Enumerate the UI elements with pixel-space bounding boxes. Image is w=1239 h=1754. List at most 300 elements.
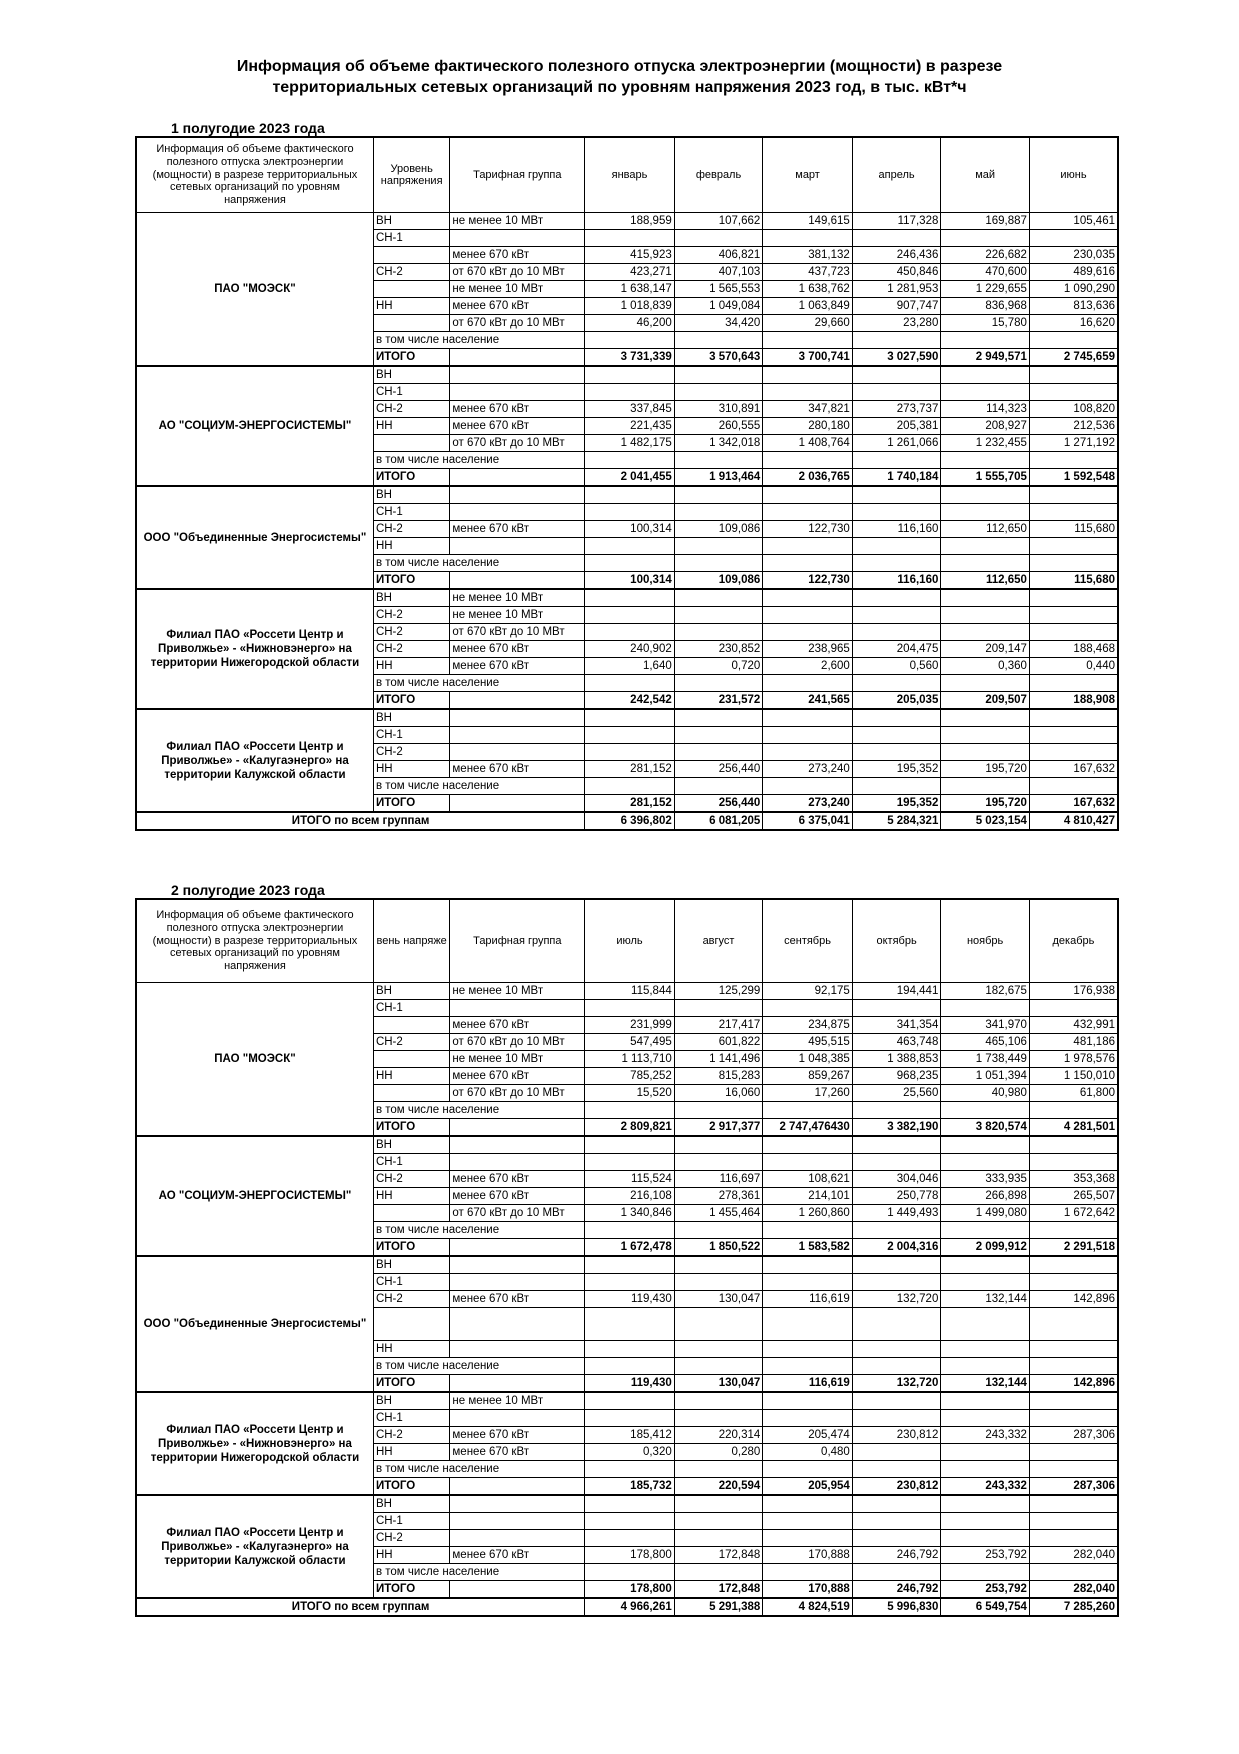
value-cell: 489,616: [1029, 264, 1118, 281]
value-cell: [763, 1461, 853, 1478]
tariff-group: не менее 10 МВт: [450, 1051, 585, 1068]
value-cell: 112,650: [941, 521, 1030, 538]
value-cell: [852, 709, 941, 727]
total-label: ИТОГО: [373, 572, 449, 590]
value-cell: [763, 1513, 853, 1530]
voltage-level: НН: [373, 761, 449, 778]
value-cell: [941, 1392, 1030, 1410]
value-cell: 968,235: [852, 1068, 941, 1085]
value-cell: [852, 366, 941, 384]
empty-cell: [450, 692, 585, 710]
value-cell: 178,800: [585, 1547, 675, 1564]
value-cell: [674, 709, 763, 727]
value-cell: 437,723: [763, 264, 853, 281]
value-cell: 246,792: [852, 1547, 941, 1564]
voltage-level: [373, 435, 449, 452]
value-cell: [1029, 607, 1118, 624]
organization-name: Филиал ПАО «Россети Центр и Приволжье» - «Калугаэнерго» на территории Калужской области: [136, 709, 373, 812]
value-cell: 109,086: [674, 521, 763, 538]
total-value: 3 820,574: [941, 1119, 1030, 1137]
value-cell: 341,354: [852, 1017, 941, 1034]
total-value: 112,650: [941, 572, 1030, 590]
value-cell: 423,271: [585, 264, 675, 281]
value-cell: [852, 727, 941, 744]
value-cell: [674, 1358, 763, 1375]
value-cell: [674, 486, 763, 504]
month-header: декабрь: [1029, 899, 1118, 983]
value-cell: 266,898: [941, 1188, 1030, 1205]
value-cell: [674, 624, 763, 641]
value-cell: 1 408,764: [763, 435, 853, 452]
total-value: 209,507: [941, 692, 1030, 710]
value-cell: [1029, 1000, 1118, 1017]
voltage-level: НН: [373, 1341, 449, 1358]
value-cell: [941, 1222, 1030, 1239]
voltage-level: [373, 1085, 449, 1102]
value-cell: 1 260,860: [763, 1205, 853, 1222]
value-cell: 194,441: [852, 983, 941, 1000]
voltage-level: СН-1: [373, 727, 449, 744]
value-cell: [941, 778, 1030, 795]
total-value: 1 913,464: [674, 469, 763, 487]
value-cell: [674, 778, 763, 795]
organization-name: ООО "Объединенные Энергосистемы": [136, 1256, 373, 1392]
value-cell: 859,267: [763, 1068, 853, 1085]
total-value: 2 809,821: [585, 1119, 675, 1137]
value-cell: 226,682: [941, 247, 1030, 264]
table-row: [136, 213, 1118, 230]
total-label: ИТОГО: [373, 692, 449, 710]
value-cell: [763, 1392, 853, 1410]
value-cell: [1029, 727, 1118, 744]
value-cell: 212,536: [1029, 418, 1118, 435]
value-cell: [674, 1392, 763, 1410]
value-cell: [852, 1256, 941, 1274]
total-label: ИТОГО: [373, 795, 449, 813]
tariff-group: не менее 10 МВт: [450, 983, 585, 1000]
value-cell: [852, 675, 941, 692]
value-cell: 406,821: [674, 247, 763, 264]
value-cell: 92,175: [763, 983, 853, 1000]
voltage-column-header: Уровень напряжения: [373, 137, 449, 213]
month-header: сентябрь: [763, 899, 853, 983]
value-cell: [1029, 709, 1118, 727]
value-cell: [674, 1530, 763, 1547]
value-cell: 1 342,018: [674, 435, 763, 452]
voltage-level: СН-2: [373, 1291, 449, 1308]
value-cell: [763, 332, 853, 349]
org-column-header: Информация об объеме фактического полезного отпуска электроэнергии (мощности) в разрезе территориальных сетевых организаций по уровням напряжения: [136, 899, 373, 983]
value-cell: [941, 675, 1030, 692]
value-cell: 1 229,655: [941, 281, 1030, 298]
value-cell: [1029, 366, 1118, 384]
value-cell: 1 048,385: [763, 1051, 853, 1068]
value-cell: 115,524: [585, 1171, 675, 1188]
value-cell: [674, 1136, 763, 1154]
value-cell: 256,440: [674, 761, 763, 778]
value-cell: [674, 384, 763, 401]
value-cell: [674, 1513, 763, 1530]
voltage-level: [373, 1051, 449, 1068]
total-value: 195,720: [941, 795, 1030, 813]
value-cell: [852, 538, 941, 555]
value-cell: [585, 727, 675, 744]
value-cell: 130,047: [674, 1291, 763, 1308]
value-cell: 16,060: [674, 1085, 763, 1102]
value-cell: [585, 589, 675, 607]
value-cell: [941, 504, 1030, 521]
month-header: октябрь: [852, 899, 941, 983]
value-cell: [763, 1274, 853, 1291]
month-header: август: [674, 899, 763, 983]
value-cell: 240,902: [585, 641, 675, 658]
value-cell: [674, 744, 763, 761]
value-cell: 34,420: [674, 315, 763, 332]
value-cell: 220,314: [674, 1427, 763, 1444]
total-value: 241,565: [763, 692, 853, 710]
value-cell: [941, 1564, 1030, 1581]
table-row: [136, 983, 1118, 1000]
value-cell: [852, 486, 941, 504]
value-cell: [763, 1564, 853, 1581]
value-cell: [852, 1222, 941, 1239]
value-cell: [763, 1530, 853, 1547]
value-cell: [852, 1341, 941, 1358]
month-header: ноябрь: [941, 899, 1030, 983]
value-cell: 116,619: [763, 1291, 853, 1308]
value-cell: [941, 538, 1030, 555]
value-cell: [585, 1461, 675, 1478]
value-cell: [852, 1444, 941, 1461]
value-cell: 0,480: [763, 1444, 853, 1461]
voltage-level: в том числе население: [373, 675, 449, 692]
value-cell: [852, 1564, 941, 1581]
title-line-2: территориальных сетевых организаций по уровням напряжения 2023 год, в тыс. кВт*ч: [272, 79, 967, 96]
value-cell: [1029, 589, 1118, 607]
value-cell: [941, 1256, 1030, 1274]
value-cell: 195,352: [852, 761, 941, 778]
value-cell: 273,737: [852, 401, 941, 418]
value-cell: 16,620: [1029, 315, 1118, 332]
table-row: [136, 1392, 1118, 1410]
value-cell: [1029, 1136, 1118, 1154]
empty-cell: [450, 1239, 585, 1257]
grand-total-label: ИТОГО по всем группам: [136, 1598, 585, 1616]
value-cell: [1029, 1358, 1118, 1375]
voltage-level: СН-2: [373, 401, 449, 418]
value-cell: 205,474: [763, 1427, 853, 1444]
tariff-group: [450, 1000, 585, 1017]
empty-cell: [450, 1478, 585, 1496]
value-cell: [674, 1461, 763, 1478]
empty-cell: [450, 572, 585, 590]
value-cell: [585, 607, 675, 624]
value-cell: [852, 1136, 941, 1154]
grand-total-value: 5 996,830: [852, 1598, 941, 1616]
month-header: май: [941, 137, 1030, 213]
value-cell: [585, 1358, 675, 1375]
voltage-level: в том числе население: [373, 555, 449, 572]
value-cell: [852, 1274, 941, 1291]
value-cell: [941, 1444, 1030, 1461]
tariff-group: [450, 1136, 585, 1154]
value-cell: [585, 230, 675, 247]
voltage-level: в том числе население: [373, 1564, 449, 1581]
value-cell: [763, 555, 853, 572]
tariff-group: не менее 10 МВт: [450, 281, 585, 298]
voltage-level: СН-2: [373, 1171, 449, 1188]
tariff-group: менее 670 кВт: [450, 401, 585, 418]
value-cell: 15,520: [585, 1085, 675, 1102]
value-cell: [852, 1000, 941, 1017]
value-cell: [763, 366, 853, 384]
value-cell: 815,283: [674, 1068, 763, 1085]
value-cell: 278,361: [674, 1188, 763, 1205]
total-value: 116,619: [763, 1375, 853, 1393]
value-cell: 169,887: [941, 213, 1030, 230]
value-cell: 260,555: [674, 418, 763, 435]
value-cell: [852, 1358, 941, 1375]
total-value: 130,047: [674, 1375, 763, 1393]
value-cell: [585, 1392, 675, 1410]
value-cell: 29,660: [763, 315, 853, 332]
value-cell: [763, 675, 853, 692]
value-cell: [763, 1136, 853, 1154]
value-cell: 188,468: [1029, 641, 1118, 658]
value-cell: 0,560: [852, 658, 941, 675]
value-cell: 353,368: [1029, 1171, 1118, 1188]
value-cell: [1029, 555, 1118, 572]
value-cell: [585, 778, 675, 795]
value-cell: 1 090,290: [1029, 281, 1118, 298]
total-value: 2 004,316: [852, 1239, 941, 1257]
value-cell: [585, 675, 675, 692]
value-cell: 450,846: [852, 264, 941, 281]
total-label: ИТОГО: [373, 1581, 449, 1599]
tariff-group: [450, 1308, 585, 1341]
value-cell: [674, 504, 763, 521]
value-cell: [852, 607, 941, 624]
voltage-level: НН: [373, 538, 449, 555]
voltage-level: НН: [373, 1068, 449, 1085]
voltage-level: [373, 1017, 449, 1034]
tariff-group: менее 670 кВт: [450, 641, 585, 658]
tariff-group: от 670 кВт до 10 МВт: [450, 264, 585, 281]
empty-cell: [450, 1375, 585, 1393]
voltage-level: НН: [373, 298, 449, 315]
value-cell: [763, 624, 853, 641]
value-cell: 1 482,175: [585, 435, 675, 452]
total-value: 2 747,476430: [763, 1119, 853, 1137]
value-cell: [1029, 538, 1118, 555]
voltage-level: [373, 1308, 449, 1341]
value-cell: [585, 1274, 675, 1291]
value-cell: [674, 230, 763, 247]
tariff-column-header: Тарифная группа: [450, 899, 585, 983]
value-cell: [674, 1564, 763, 1581]
value-cell: 281,152: [585, 761, 675, 778]
total-value: 142,896: [1029, 1375, 1118, 1393]
total-value: 273,240: [763, 795, 853, 813]
value-cell: [585, 709, 675, 727]
value-cell: 1 638,762: [763, 281, 853, 298]
value-cell: [852, 384, 941, 401]
value-cell: [1029, 332, 1118, 349]
value-cell: 117,328: [852, 213, 941, 230]
value-cell: [941, 366, 1030, 384]
total-value: 243,332: [941, 1478, 1030, 1496]
value-cell: 1 638,147: [585, 281, 675, 298]
value-cell: 204,475: [852, 641, 941, 658]
value-cell: [763, 1000, 853, 1017]
grand-total-value: 6 549,754: [941, 1598, 1030, 1616]
value-cell: [763, 1222, 853, 1239]
tariff-group: не менее 10 МВт: [450, 589, 585, 607]
value-cell: 116,160: [852, 521, 941, 538]
value-cell: 481,186: [1029, 1034, 1118, 1051]
voltage-level: НН: [373, 1188, 449, 1205]
value-cell: [941, 452, 1030, 469]
value-cell: [941, 384, 1030, 401]
tariff-group: не менее 10 МВт: [450, 213, 585, 230]
total-value: 3 027,590: [852, 349, 941, 367]
grand-total-value: 5 023,154: [941, 812, 1030, 830]
value-cell: [941, 1136, 1030, 1154]
value-cell: [941, 709, 1030, 727]
value-cell: 1 499,080: [941, 1205, 1030, 1222]
total-value: 242,542: [585, 692, 675, 710]
value-cell: [674, 1000, 763, 1017]
tariff-group: [450, 1495, 585, 1513]
tariff-group: от 670 кВт до 10 МВт: [450, 1205, 585, 1222]
voltage-level: НН: [373, 418, 449, 435]
total-value: 220,594: [674, 1478, 763, 1496]
total-label: ИТОГО: [373, 1375, 449, 1393]
total-value: 1 583,582: [763, 1239, 853, 1257]
value-cell: 381,132: [763, 247, 853, 264]
total-value: 3 731,339: [585, 349, 675, 367]
value-cell: [763, 1410, 853, 1427]
tariff-group: [450, 1154, 585, 1171]
value-cell: [1029, 384, 1118, 401]
value-cell: 230,852: [674, 641, 763, 658]
value-cell: [1029, 452, 1118, 469]
voltage-level: НН: [373, 1444, 449, 1461]
value-cell: [585, 486, 675, 504]
value-cell: 0,280: [674, 1444, 763, 1461]
value-cell: 2,600: [763, 658, 853, 675]
value-cell: 253,792: [941, 1547, 1030, 1564]
total-value: 172,848: [674, 1581, 763, 1599]
value-cell: 108,621: [763, 1171, 853, 1188]
month-header: апрель: [852, 137, 941, 213]
voltage-level: ВН: [373, 1392, 449, 1410]
value-cell: 907,747: [852, 298, 941, 315]
header-row: [136, 899, 1118, 983]
value-cell: [674, 366, 763, 384]
voltage-level: в том числе население: [373, 1461, 449, 1478]
month-header: январь: [585, 137, 675, 213]
voltage-column-header: вень напряже: [373, 899, 449, 983]
total-value: 231,572: [674, 692, 763, 710]
value-cell: [674, 1102, 763, 1119]
value-cell: [852, 452, 941, 469]
voltage-level: [373, 281, 449, 298]
total-value: 116,160: [852, 572, 941, 590]
value-cell: 265,507: [1029, 1188, 1118, 1205]
tariff-group: [450, 1274, 585, 1291]
value-cell: 337,845: [585, 401, 675, 418]
value-cell: [674, 1341, 763, 1358]
value-cell: [585, 366, 675, 384]
value-cell: [585, 332, 675, 349]
voltage-level: в том числе население: [373, 1358, 449, 1375]
total-label: ИТОГО: [373, 1478, 449, 1496]
month-header: июнь: [1029, 137, 1118, 213]
tariff-group: [450, 744, 585, 761]
organization-name: Филиал ПАО «Россети Центр и Приволжье» - «Нижновэнерго» на территории Нижегородской области: [136, 589, 373, 709]
value-cell: 17,260: [763, 1085, 853, 1102]
organization-name: Филиал ПАО «Россети Центр и Приволжье» - «Калугаэнерго» на территории Калужской области: [136, 1495, 373, 1598]
voltage-level: в том числе население: [373, 1222, 449, 1239]
month-header: март: [763, 137, 853, 213]
table-row: [136, 589, 1118, 607]
total-value: 2 949,571: [941, 349, 1030, 367]
value-cell: 470,600: [941, 264, 1030, 281]
table-row: [136, 1495, 1118, 1513]
tariff-group: [450, 486, 585, 504]
value-cell: 463,748: [852, 1034, 941, 1051]
voltage-level: СН-1: [373, 384, 449, 401]
value-cell: 40,980: [941, 1085, 1030, 1102]
value-cell: [852, 1392, 941, 1410]
tariff-group: менее 670 кВт: [450, 1068, 585, 1085]
value-cell: 170,888: [763, 1547, 853, 1564]
voltage-level: СН-2: [373, 1034, 449, 1051]
value-cell: 0,360: [941, 658, 1030, 675]
value-cell: [763, 486, 853, 504]
value-cell: [1029, 1222, 1118, 1239]
total-value: 205,954: [763, 1478, 853, 1496]
value-cell: [852, 1308, 941, 1341]
tariff-column-header: Тарифная группа: [450, 137, 585, 213]
total-value: 2 745,659: [1029, 349, 1118, 367]
grand-total-value: 5 291,388: [674, 1598, 763, 1616]
tariff-group: менее 670 кВт: [450, 1444, 585, 1461]
total-value: 1 592,548: [1029, 469, 1118, 487]
value-cell: [941, 555, 1030, 572]
voltage-level: ВН: [373, 589, 449, 607]
value-cell: [1029, 1274, 1118, 1291]
value-cell: [585, 504, 675, 521]
table-row: [136, 709, 1118, 727]
total-value: 281,152: [585, 795, 675, 813]
value-cell: 0,440: [1029, 658, 1118, 675]
value-cell: 465,106: [941, 1034, 1030, 1051]
value-cell: 836,968: [941, 298, 1030, 315]
value-cell: [941, 230, 1030, 247]
value-cell: [852, 624, 941, 641]
value-cell: 216,108: [585, 1188, 675, 1205]
value-cell: [674, 1256, 763, 1274]
total-value: 195,352: [852, 795, 941, 813]
value-cell: 1 455,464: [674, 1205, 763, 1222]
value-cell: 243,332: [941, 1427, 1030, 1444]
value-cell: 46,200: [585, 315, 675, 332]
total-value: 2 917,377: [674, 1119, 763, 1137]
value-cell: 601,822: [674, 1034, 763, 1051]
tariff-group: не менее 10 МВт: [450, 1392, 585, 1410]
